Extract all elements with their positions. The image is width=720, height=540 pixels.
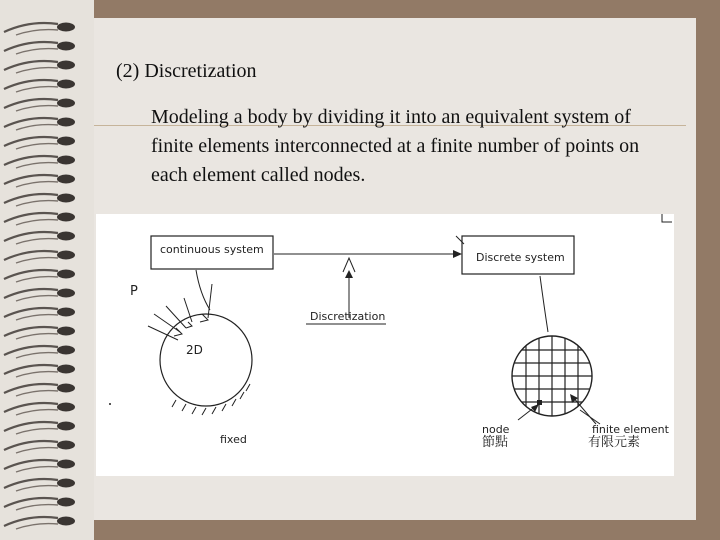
spiral-coil — [4, 498, 75, 511]
spiral-coil — [4, 479, 75, 492]
discretization-symbol — [343, 258, 355, 272]
spiral-coil — [4, 251, 75, 264]
finite-element-label-zh: 有限元素 — [588, 435, 641, 450]
spiral-coil — [4, 61, 75, 74]
spiral-coil — [4, 23, 75, 36]
spiral-coil — [4, 365, 75, 378]
finite-element-label: finite element — [592, 423, 669, 436]
discrete-connector — [540, 276, 548, 332]
spiral-coil — [4, 346, 75, 359]
dimension-label: 2D — [186, 343, 203, 357]
spiral-coil — [4, 156, 75, 169]
node-marker — [537, 400, 542, 405]
discretization-label: Discretization — [310, 310, 386, 323]
stray-dot — [109, 403, 111, 405]
discrete-system-label: Discrete system — [476, 251, 565, 264]
spiral-coil — [4, 232, 75, 245]
slide-heading: (2) Discretization — [116, 60, 257, 82]
spiral-coil — [4, 42, 75, 55]
discretization-figure — [96, 214, 674, 476]
spiral-coil — [4, 80, 75, 93]
transform-arrow-head — [453, 250, 462, 258]
spiral-coil — [4, 441, 75, 454]
spiral-coil — [4, 403, 75, 416]
load-arrow-heads — [174, 314, 208, 336]
node-label: node — [482, 423, 510, 436]
load-arrow-5 — [208, 284, 212, 318]
corner-mark — [662, 214, 672, 222]
spiral-coil — [4, 289, 75, 302]
fixed-support-hatch — [172, 384, 250, 415]
spiral-coil — [4, 137, 75, 150]
slide-body-text: Modeling a body by dividing it into an equivalent system of finite elements interconnected at a finite number of points on each element called nodes. — [151, 106, 640, 186]
spiral-coil — [4, 384, 75, 397]
element-pointer-line-2 — [580, 410, 600, 424]
spiral-coil — [4, 308, 75, 321]
spiral-coil — [4, 270, 75, 283]
load-label: P — [130, 284, 138, 299]
node-label-zh: 節點 — [482, 435, 509, 450]
spiral-coil — [4, 194, 75, 207]
fixed-label: fixed — [220, 433, 247, 446]
spiral-coil — [4, 175, 75, 188]
spiral-coil — [4, 118, 75, 131]
discretization-arrow-head — [345, 270, 353, 278]
discrete-box-mark — [456, 236, 464, 244]
spiral-coil — [4, 422, 75, 435]
spiral-coil — [4, 517, 75, 530]
spiral-coil — [4, 213, 75, 226]
spiral-coil — [4, 99, 75, 112]
continuous-connector — [196, 270, 210, 310]
spiral-coil — [4, 460, 75, 473]
continuous-system-label: continuous system — [160, 243, 264, 256]
spiral-coil — [4, 327, 75, 340]
spiral-binding-icon — [0, 0, 94, 540]
